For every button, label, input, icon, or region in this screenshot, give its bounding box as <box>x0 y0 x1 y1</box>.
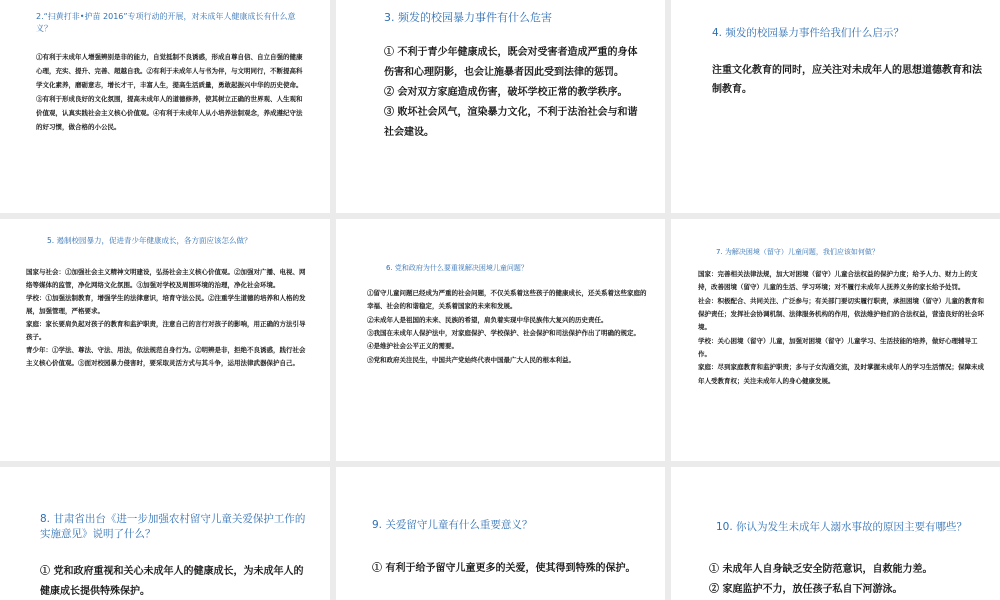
answer-line: ① 不利于青少年健康成长，既会对受害者造成严重的身体伤害和心理阴影，也会让施暴者因此受到法律的惩罚。 <box>384 47 638 78</box>
answer-paragraph: ① 党和政府重视和关心未成年人的健康成长，为未成年人的健康成长提供特殊保护。 <box>40 566 304 597</box>
answer-paragraph: ① 有利于给予留守儿童更多的关爱，使其得到特殊的保护。 <box>372 563 636 574</box>
answer-line: 家庭：尽到家庭教育和监护职责；多与子女沟通交流，及时掌握未成年人的学习生活情况；保障未成年人受教育权；关注未成年人的身心健康发展。 <box>698 363 984 385</box>
answer-line: ③我国在未成年人保护法中，对家庭保护、学校保护、社会保护和司法保护作出了明确的规定。 <box>367 328 640 337</box>
answer-line: ④是维护社会公平正义的需要。 <box>367 342 458 351</box>
slide-question-title: 2.“扫黄打非•护苗 2016”专项行动的开展，对未成年人健康成长有什么意义？ <box>36 12 296 33</box>
answer-line: 国家与社会：①加强社会主义精神文明建设，弘扬社会主义核心价值观。②加强对广播、电视、网络等媒体的监管，净化网络文化氛围。③加强对学校及周围环境的治理，净化社会环境。 <box>26 268 306 289</box>
slide-question-title: 10. 你认为发生未成年人溺水事故的原因主要有哪些？ <box>716 521 968 533</box>
answer-line: 国家：完善相关法律法规，加大对困境（留守）儿童合法权益的保护力度；给予人力、财力上的支持，改善困境（留守）儿童的生活、学习环境；对不履行未成年人抚养义务的家长给予处罚。 <box>698 270 978 292</box>
answer-line: ⑤党和政府关注民生，中国共产党始终代表中国最广大人民的根本利益。 <box>367 355 575 364</box>
slide-answer-text <box>712 61 982 99</box>
slide-question-title: 5. 遏制校园暴力，促进青少年健康成长，各方面应该怎么做？ <box>47 236 252 245</box>
slide-question-title: 9. 关爱留守儿童有什么重要意义？ <box>372 519 533 531</box>
answer-paragraph: 注重文化教育的同时，应关注对未成年人的思想道德教育和法制教育。 <box>712 65 982 95</box>
answer-line: ③ 败坏社会风气，渲染暴力文化，不利于法治社会与和谐社会建设。 <box>384 107 638 138</box>
slide-question-3[interactable] <box>336 0 665 213</box>
slide-answer-text <box>36 51 306 135</box>
answer-line: 学校：①加强法制教育，增强学生的法律意识，培育守法公民。②注重学生道德的培养和人格的发展，加强管理，严格要求。 <box>26 294 306 315</box>
answer-line: ②未成年人是祖国的未来、民族的希望，肩负着实现中华民族伟大复兴的历史责任。 <box>367 315 608 324</box>
slide-question-10[interactable] <box>671 467 1000 600</box>
answer-line: 青少年：①学法、尊法、守法、用法，依法规范自身行为。②明辨是非，拒绝不良诱惑，践行社会主义核心价值观。③面对校园暴力侵害时，要采取灵活方式与其斗争，运用法律武器保护自己。 <box>26 346 306 367</box>
slide-question-2[interactable] <box>0 0 330 213</box>
slide-question-title: 6. 党和政府为什么要重视解决困境儿童问题？ <box>386 264 528 272</box>
slide-question-6[interactable] <box>336 219 665 461</box>
answer-line: ①留守儿童问题已经成为严重的社会问题，不仅关系着这些孩子的健康成长，还关系着这些家庭的幸福、社会的和谐稳定，关系着国家的未来和发展。 <box>367 289 647 311</box>
slide-question-8[interactable] <box>0 467 330 600</box>
slide-answer-text <box>40 562 310 600</box>
slide-answer-text <box>26 266 311 370</box>
answer-line: 家庭：家长要肩负起对孩子的教育和监护职责，注意自己的言行对孩子的影响，用正确的方法引导孩子。 <box>26 320 306 341</box>
slide-question-9[interactable] <box>336 467 665 600</box>
answer-line: ② 家庭监护不力，放任孩子私自下河游泳。 <box>709 584 903 595</box>
answer-line: 社会：积极配合、共同关注、广泛参与；有关部门要切实履行职责，承担困境（留守）儿童的教育和保护责任；发挥社会协调机制、法律服务机构的作用，依法维护他们的合法权益，营造良好的社会环境。 <box>698 296 984 332</box>
slide-question-4[interactable] <box>671 0 1000 213</box>
slide-question-5[interactable] <box>0 219 330 461</box>
answer-paragraph: ①有利于未成年人增强辨别是非的能力，自觉抵制不良诱惑，形成自尊自信、自立自强的健康心理，充实、提升、完善、超越自我。②有利于未成年人与书为伴，与文明同行，不断提高科学文化素养，磨砺意志，增长才干，丰富人生，提高生活质量，勇敢起振兴中华的历史使命。③有利于形成良好的文化氛围，提高未成年人的道德修养，使其树立正确的世界观、人生观和价值观，认真实践社会主义核心价值观。④有利于未成年人从小培养法制观念，养成遵纪守法的好习惯，做合格的小公民。 <box>36 53 303 131</box>
answer-line: ① 未成年人自身缺乏安全防范意识，自救能力差。 <box>709 564 933 575</box>
slide-question-title: 8. 甘肃省出台《进一步加强农村留守儿童关爱保护工作的实施意见》说明了什么？ <box>40 513 306 541</box>
slide-answer-text <box>698 268 988 388</box>
slide-answer-text <box>372 559 642 579</box>
answer-line: ② 会对双方家庭造成伤害，破坏学校正常的教学秩序。 <box>384 87 628 98</box>
slide-question-7[interactable] <box>671 219 1000 461</box>
slide-answer-text <box>709 560 984 600</box>
answer-line: 学校：关心困境（留守）儿童，加强对困境（留守）儿童学习、生活技能的培养，做好心理辅导工作。 <box>698 336 978 358</box>
slide-question-title: 4. 频发的校园暴力事件给我们什么启示？ <box>712 27 904 39</box>
slide-answer-text <box>367 287 652 367</box>
slide-question-title: 3. 频发的校园暴力事件有什么危害 <box>384 11 552 24</box>
slide-answer-text <box>384 43 646 143</box>
slide-question-title: 7. 为解决困境（留守）儿童问题，我们应该如何做？ <box>716 248 879 256</box>
